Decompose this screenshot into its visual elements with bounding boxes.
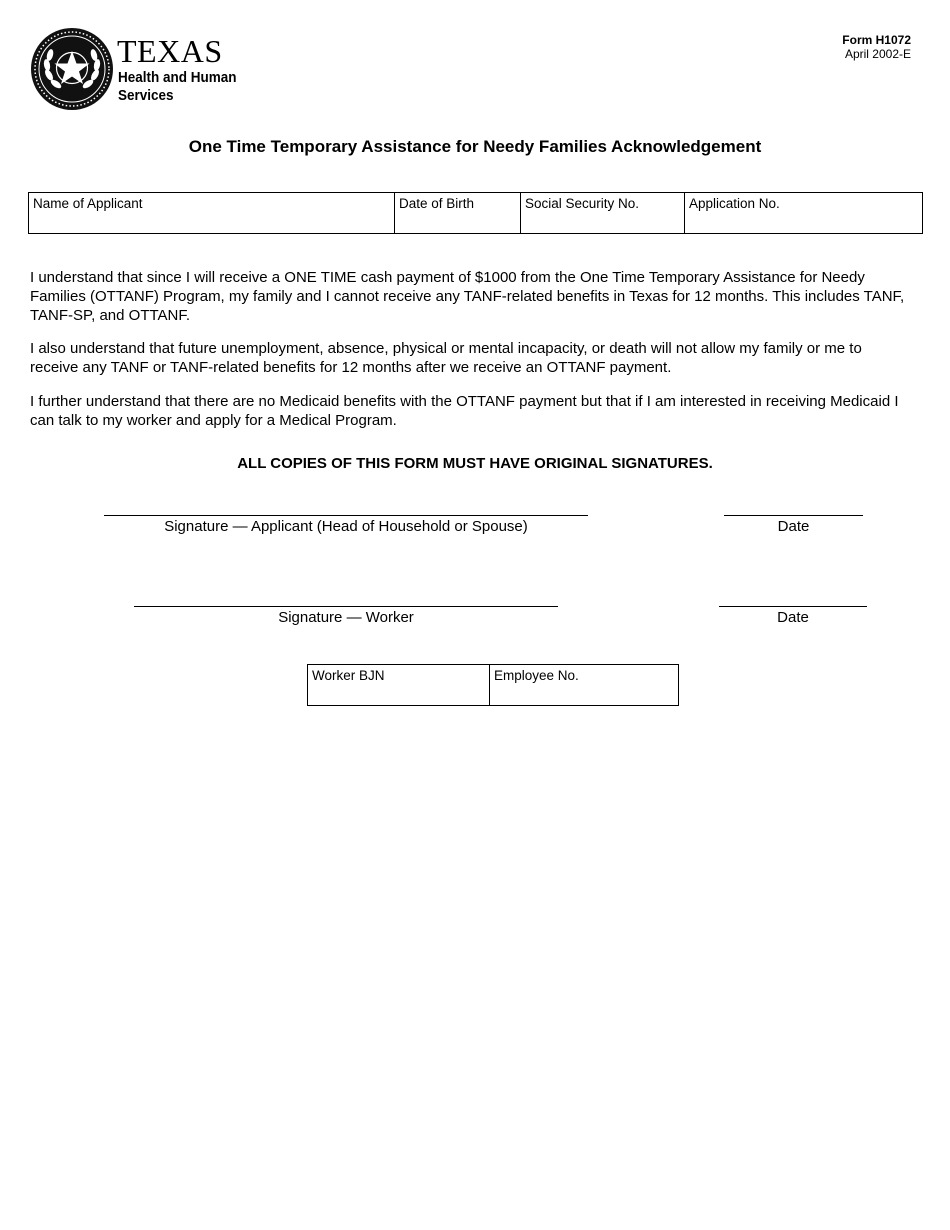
- name-of-applicant-field[interactable]: Name of Applicant: [29, 193, 395, 234]
- worker-date-label: Date: [777, 609, 809, 626]
- paragraph-medicaid: I further understand that there are no Medicaid benefits with the OTTANF payment but that if I am interested in receiving Medicaid I can talk to my worker and apply for a Medical Program.: [30, 393, 899, 429]
- worker-info-table: [307, 664, 679, 706]
- applicant-info-table: [28, 192, 923, 234]
- state-seal-icon: [30, 27, 114, 111]
- applicant-signature-line[interactable]: [104, 515, 588, 516]
- signature-notice: ALL COPIES OF THIS FORM MUST HAVE ORIGINAL SIGNATURES.: [237, 455, 713, 472]
- form-revision-date: April 2002-E: [844, 47, 911, 61]
- applicant-date-line[interactable]: [724, 515, 863, 516]
- worker-signature-line[interactable]: [134, 606, 558, 607]
- page-title: One Time Temporary Assistance for Needy Families Acknowledgement: [188, 137, 762, 156]
- applicant-signature-label: Signature — Applicant (Head of Household or Spouse): [164, 518, 528, 535]
- application-number-field[interactable]: Application No.: [685, 193, 923, 234]
- worker-date-line[interactable]: [719, 606, 867, 607]
- form-number: Form H1072: [842, 33, 911, 47]
- form-identifier: [842, 33, 911, 61]
- logo-subtitle: Health and Human Services: [118, 69, 237, 104]
- worker-bjn-field[interactable]: Worker BJN: [308, 665, 490, 706]
- applicant-date-label: Date: [777, 518, 810, 535]
- paragraph-one-time-payment: I understand that since I will receive a ONE TIME cash payment of $1000 from the One Time Temporary Assistance for Needy Families (OTTANF) Program, my family and I cannot receive any TANF-related benefits in Texas for 12 months. This includes TANF, TANF-SP, and OTTANF.: [30, 269, 905, 324]
- paragraph-future-eligibility: I also understand that future unemployment, absence, physical or mental incapacity, or death will not allow my family or me to receive any TANF or TANF-related benefits for 12 months after we receive an OTTANF payment.: [30, 340, 862, 376]
- agency-logo: [30, 27, 260, 115]
- date-of-birth-field[interactable]: Date of Birth: [395, 193, 521, 234]
- employee-number-field[interactable]: Employee No.: [490, 665, 679, 706]
- worker-signature-label: Signature — Worker: [278, 609, 414, 626]
- logo-wordmark: TEXAS: [117, 33, 223, 69]
- ssn-field[interactable]: Social Security No.: [521, 193, 685, 234]
